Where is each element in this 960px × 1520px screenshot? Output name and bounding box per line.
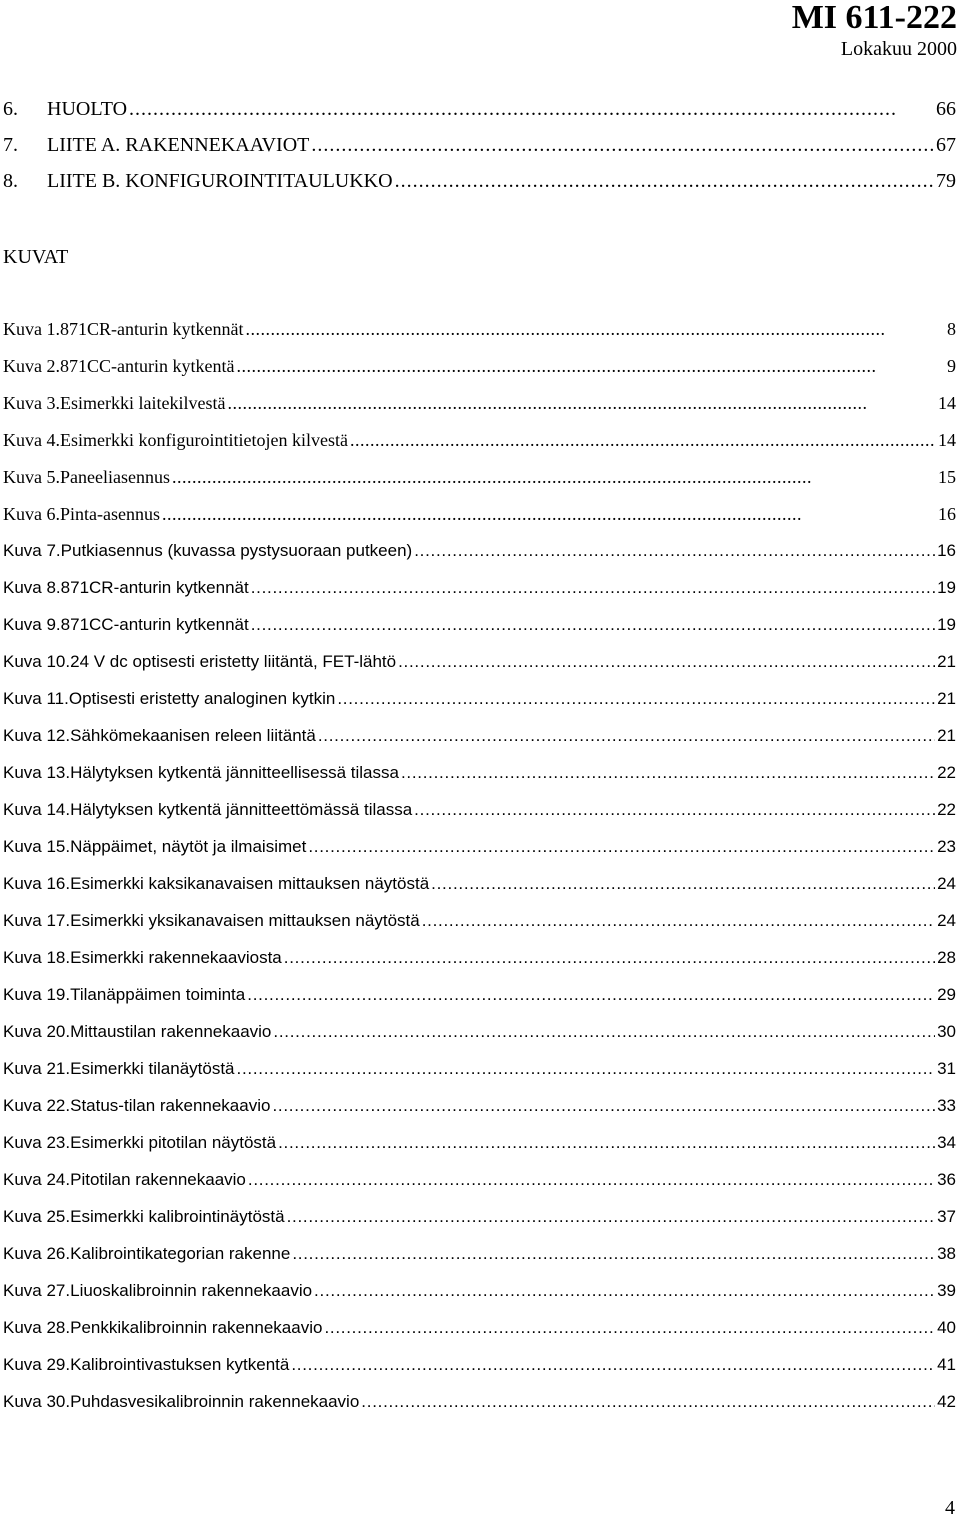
- figure-title: Esimerkki pitotilan näytöstä: [70, 1133, 277, 1152]
- figure-label: Kuva 23.: [3, 1133, 71, 1152]
- figure-page: 22: [937, 800, 956, 819]
- dot-leader: [248, 1169, 935, 1191]
- figure-page: 21: [937, 689, 956, 708]
- figure-page: 23: [937, 837, 956, 856]
- dot-leader: [273, 1021, 935, 1043]
- figure-label: Kuva 25.: [3, 1207, 71, 1226]
- figure-page: 14: [938, 430, 956, 450]
- figure-entry[interactable]: [3, 614, 956, 651]
- figure-page: 24: [937, 911, 956, 930]
- document-date: Lokakuu 2000: [840, 38, 957, 60]
- figure-page: 15: [938, 467, 956, 487]
- figure-page: 19: [937, 615, 956, 634]
- dot-leader: [284, 947, 935, 969]
- chapter-title: HUOLTO: [47, 98, 128, 120]
- figure-entry[interactable]: [3, 1317, 956, 1354]
- figure-title: Pinta-asennus: [60, 504, 160, 524]
- dot-leader: [172, 466, 936, 488]
- figure-label: Kuva 22.: [3, 1096, 71, 1115]
- figure-title: Kalibrointikategorian rakenne: [70, 1244, 291, 1263]
- dot-leader: [395, 168, 934, 194]
- figure-label: Kuva 16.: [3, 874, 71, 893]
- figure-page: 34: [937, 1133, 956, 1152]
- figure-page: 24: [937, 874, 956, 893]
- dot-leader: [251, 614, 935, 636]
- figure-entry[interactable]: [3, 1391, 956, 1428]
- figure-entry[interactable]: [3, 503, 956, 540]
- dot-leader: [314, 1280, 935, 1302]
- figure-page: 21: [937, 652, 956, 671]
- dot-leader: [401, 762, 935, 784]
- dot-leader: [337, 688, 935, 710]
- figure-entry[interactable]: [3, 1169, 956, 1206]
- figure-entry[interactable]: [3, 318, 956, 355]
- chapter-number: 6.: [3, 98, 18, 120]
- chapter-number: 7.: [3, 134, 18, 156]
- figure-label: Kuva 14.: [3, 800, 71, 819]
- figure-title: Esimerkki kaksikanavaisen mittauksen näytöstä: [70, 874, 430, 893]
- figure-entry[interactable]: [3, 984, 956, 1021]
- figure-title: Status-tilan rakennekaavio: [70, 1096, 271, 1115]
- figure-entry[interactable]: [3, 577, 956, 614]
- dot-leader: [162, 503, 936, 525]
- figure-title: Mittaustilan rakennekaavio: [70, 1022, 272, 1041]
- figure-page: 16: [937, 541, 956, 560]
- figure-page: 42: [937, 1392, 956, 1411]
- figure-title: 871CR-anturin kytkennät: [60, 578, 249, 597]
- dot-leader: [272, 1095, 935, 1117]
- figure-page: 22: [937, 763, 956, 782]
- chapter-title: LIITE A. RAKENNEKAAVIOT: [47, 134, 310, 156]
- figure-title: Esimerkki tilanäytöstä: [70, 1059, 235, 1078]
- figure-label: Kuva 26.: [3, 1244, 71, 1263]
- figure-label: Kuva 20.: [3, 1022, 71, 1041]
- dot-leader: [251, 577, 935, 599]
- figure-page: 14: [938, 393, 956, 413]
- dot-leader: [414, 799, 935, 821]
- figure-label: Kuva 12.: [3, 726, 71, 745]
- figure-page: 16: [938, 504, 956, 524]
- figure-title: Sähkömekaanisen releen liitäntä: [70, 726, 316, 745]
- figure-entry[interactable]: [3, 947, 956, 984]
- figure-entry[interactable]: [3, 1095, 956, 1132]
- figure-title: Esimerkki yksikanavaisen mittauksen näytöstä: [70, 911, 420, 930]
- figure-entry[interactable]: [3, 429, 956, 466]
- figure-label: Kuva 27.: [3, 1281, 71, 1300]
- figure-label: Kuva 24.: [3, 1170, 71, 1189]
- dot-leader: [245, 318, 945, 340]
- figure-title: Esimerkki rakennekaaviosta: [70, 948, 282, 967]
- figure-label: Kuva 17.: [3, 911, 71, 930]
- figure-entry[interactable]: [3, 1132, 956, 1169]
- figure-page: 39: [937, 1281, 956, 1300]
- figure-entry[interactable]: [3, 799, 956, 836]
- figures-heading: KUVAT: [3, 246, 69, 268]
- figure-entry[interactable]: [3, 1206, 956, 1243]
- dot-leader: [324, 1317, 935, 1339]
- figure-page: 19: [937, 578, 956, 597]
- figure-entry[interactable]: [3, 1058, 956, 1095]
- figure-label: Kuva 28.: [3, 1318, 71, 1337]
- page-number: 4: [945, 1497, 955, 1519]
- figure-page: 29: [937, 985, 956, 1004]
- figure-label: Kuva 2.: [3, 356, 60, 376]
- dot-leader: [237, 1058, 936, 1080]
- figure-entry[interactable]: [3, 540, 956, 577]
- figure-title: Kalibrointivastuksen kytkentä: [70, 1355, 290, 1374]
- figure-page: 33: [937, 1096, 956, 1115]
- dot-leader: [236, 355, 945, 377]
- figure-entry[interactable]: [3, 688, 956, 725]
- figure-label: Kuva 10.: [3, 652, 71, 671]
- figure-title: Paneeliasennus: [60, 467, 170, 487]
- figure-entry[interactable]: [3, 1280, 956, 1317]
- figure-label: Kuva 4.: [3, 430, 60, 450]
- figure-label: Kuva 3.: [3, 393, 60, 413]
- figure-label: Kuva 15.: [3, 837, 71, 856]
- figure-label: Kuva 1.: [3, 319, 60, 339]
- toc-entry[interactable]: [3, 132, 956, 168]
- dot-leader: [422, 910, 935, 932]
- figure-title: 871CC-anturin kytkentä: [60, 356, 235, 376]
- figure-entry[interactable]: [3, 873, 956, 910]
- figure-label: Kuva 7.: [3, 541, 61, 560]
- figure-entry[interactable]: [3, 466, 956, 503]
- figure-page: 37: [937, 1207, 956, 1226]
- figure-page: 28: [937, 948, 956, 967]
- figure-title: Optisesti eristetty analoginen kytkin: [68, 689, 336, 708]
- figure-entry[interactable]: [3, 910, 956, 947]
- figure-title: Hälytyksen kytkentä jännitteellisessä tilassa: [70, 763, 399, 782]
- figure-entry[interactable]: [3, 1243, 956, 1280]
- figure-title: Hälytyksen kytkentä jännitteettömässä tilassa: [70, 800, 413, 819]
- figure-page: 36: [937, 1170, 956, 1189]
- dot-leader: [287, 1206, 936, 1228]
- figure-label: Kuva 19.: [3, 985, 71, 1004]
- figure-label: Kuva 30.: [3, 1392, 71, 1411]
- dot-leader: [311, 132, 934, 158]
- figure-page: 40: [937, 1318, 956, 1337]
- figure-title: Tilanäppäimen toiminta: [70, 985, 246, 1004]
- dot-leader: [414, 540, 935, 562]
- figure-page: 21: [937, 726, 956, 745]
- dot-leader: [350, 429, 936, 451]
- dot-leader: [278, 1132, 935, 1154]
- figure-entry[interactable]: [3, 392, 956, 429]
- chapter-number: 8.: [3, 170, 18, 192]
- figure-title: Esimerkki kalibrointinäytöstä: [70, 1207, 285, 1226]
- figure-label: Kuva 8.: [3, 578, 61, 597]
- figure-page: 30: [937, 1022, 956, 1041]
- dot-leader: [398, 651, 935, 673]
- figure-title: Näppäimet, näytöt ja ilmaisimet: [70, 837, 307, 856]
- chapter-page: 67: [936, 134, 956, 156]
- chapter-toc: [3, 96, 956, 204]
- figure-title: 24 V dc optisesti eristetty liitäntä, FET-lähtö: [70, 652, 397, 671]
- dot-leader: [227, 392, 936, 414]
- dot-leader: [292, 1243, 935, 1265]
- figure-page: 31: [937, 1059, 956, 1078]
- figure-title: 871CC-anturin kytkennät: [60, 615, 249, 634]
- figure-label: Kuva 6.: [3, 504, 60, 524]
- dot-leader: [318, 725, 935, 747]
- figure-title: Pitotilan rakennekaavio: [70, 1170, 246, 1189]
- figure-title: Esimerkki konfigurointitietojen kilvestä: [60, 430, 348, 450]
- dot-leader: [129, 96, 934, 122]
- figure-entry[interactable]: [3, 651, 956, 688]
- figure-label: Kuva 5.: [3, 467, 60, 487]
- toc-entry[interactable]: [3, 96, 956, 132]
- chapter-page: 79: [936, 170, 956, 192]
- page-header: [792, 0, 957, 60]
- figure-label: Kuva 21.: [3, 1059, 71, 1078]
- figure-entry[interactable]: [3, 762, 956, 799]
- figure-label: Kuva 18.: [3, 948, 71, 967]
- chapter-page: 66: [936, 98, 956, 120]
- figure-entry[interactable]: [3, 355, 956, 392]
- figure-label: Kuva 9.: [3, 615, 61, 634]
- figure-page: 9: [947, 356, 956, 376]
- figure-entry[interactable]: [3, 836, 956, 873]
- figure-entry[interactable]: [3, 1021, 956, 1058]
- figure-page: 41: [937, 1355, 956, 1374]
- figure-title: Putkiasennus (kuvassa pystysuoraan putkeen): [60, 541, 413, 560]
- dot-leader: [308, 836, 935, 858]
- figure-title: Puhdasvesikalibroinnin rakennekaavio: [70, 1392, 360, 1411]
- figure-entry[interactable]: [3, 725, 956, 762]
- dot-leader: [431, 873, 935, 895]
- figure-title: 871CR-anturin kytkennät: [60, 319, 244, 339]
- figure-title: Liuoskalibroinnin rakennekaavio: [70, 1281, 313, 1300]
- figure-entry[interactable]: [3, 1354, 956, 1391]
- dot-leader: [361, 1391, 935, 1413]
- figure-page: 38: [937, 1244, 956, 1263]
- figure-label: Kuva 29.: [3, 1355, 71, 1374]
- figure-label: Kuva 11.: [3, 689, 69, 708]
- figure-title: Esimerkki laitekilvestä: [60, 393, 226, 413]
- toc-entry[interactable]: [3, 168, 956, 204]
- figure-page: 8: [947, 319, 956, 339]
- figure-list: [3, 318, 956, 1428]
- dot-leader: [247, 984, 935, 1006]
- dot-leader: [291, 1354, 935, 1376]
- chapter-title: LIITE B. KONFIGUROINTITAULUKKO: [47, 170, 393, 192]
- figure-label: Kuva 13.: [3, 763, 71, 782]
- figure-title: Penkkikalibroinnin rakennekaavio: [70, 1318, 323, 1337]
- document-id: MI 611-222: [791, 0, 957, 36]
